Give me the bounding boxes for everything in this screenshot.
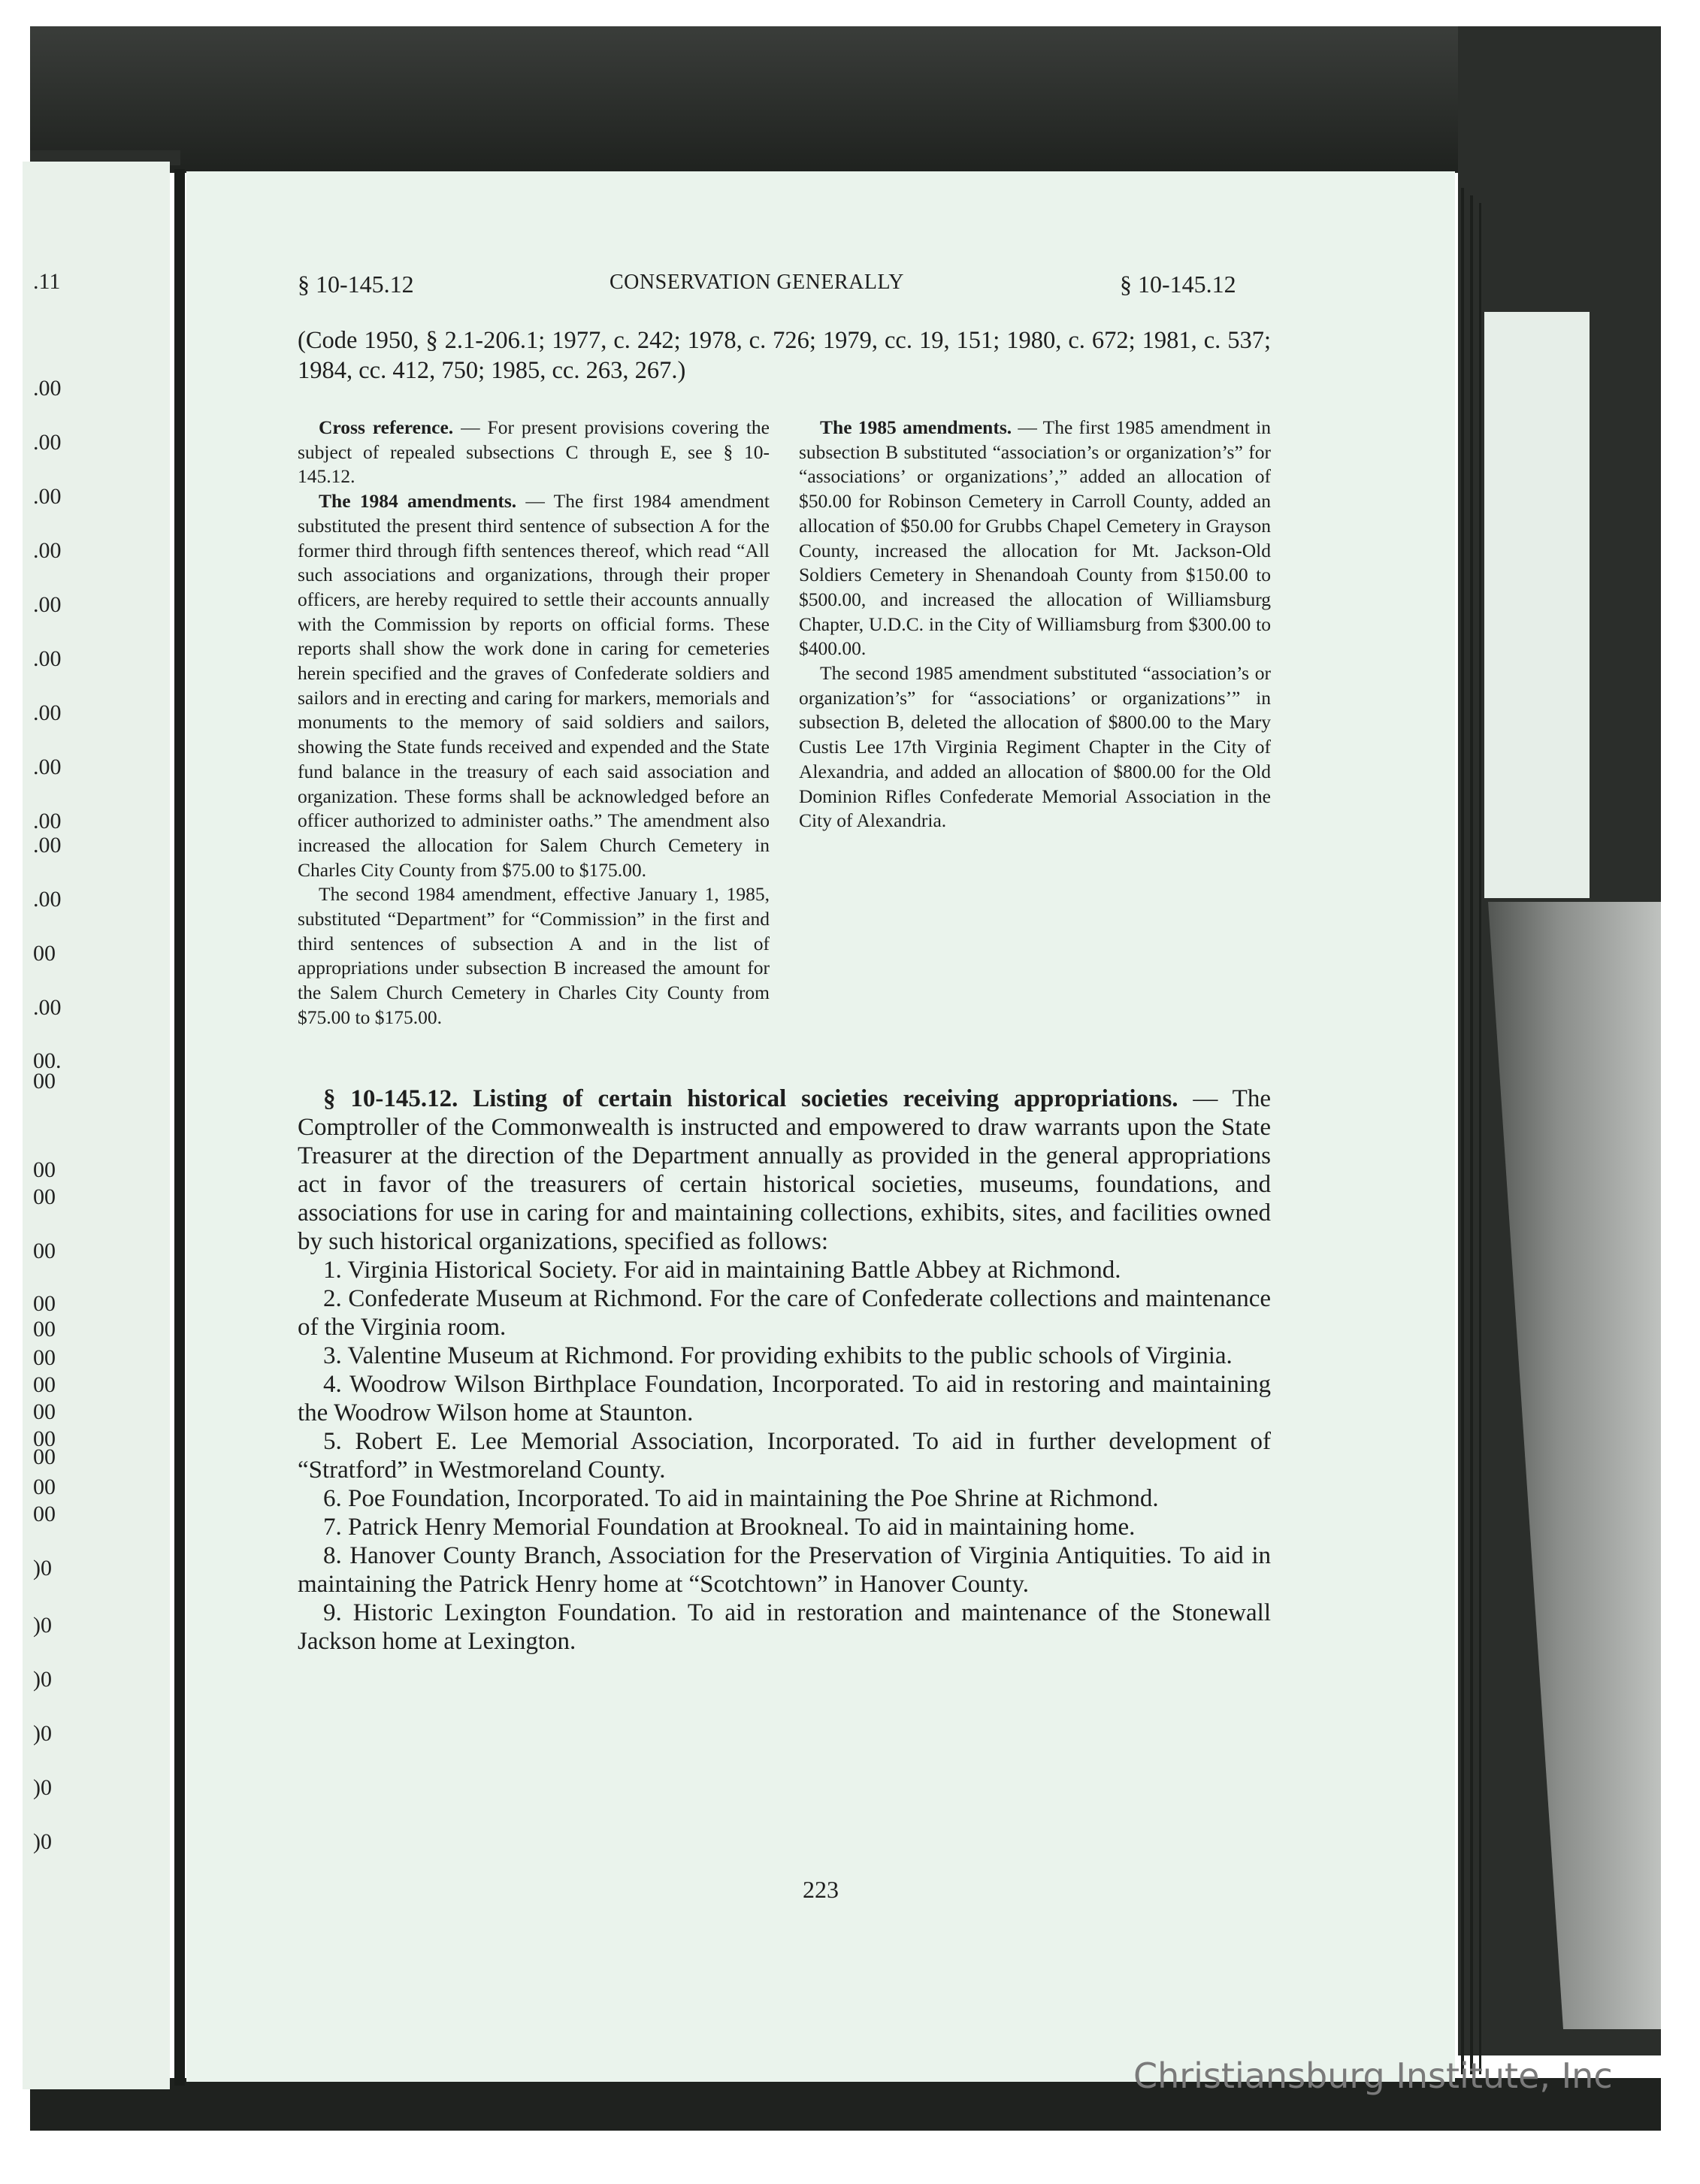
list-item: 7. Patrick Henry Memorial Foundation at Brookneal. To aid in maintaining home.	[323, 1514, 1136, 1541]
list-item: 5. Robert E. Lee Memorial Association, Incorporated. To aid in further development of “Stratford” in Westmoreland County.	[298, 1428, 1271, 1484]
list-item: 8. Hanover County Branch, Association for the Preservation of Virginia Antiquities. To aid in maintaining the Patrick Henry home at “Scotchtown” in Hanover County.	[298, 1542, 1271, 1598]
margin-number: 00	[33, 1184, 56, 1209]
margin-number: .00	[33, 484, 62, 509]
cross-reference-note	[298, 416, 770, 489]
note-heading: The 1984 amendments.	[319, 490, 517, 513]
margin-number: .00	[33, 755, 62, 779]
watermark-text: Christiansburg Institute, Inc	[1133, 2055, 1613, 2096]
header-section-right: § 10-145.12	[1120, 271, 1236, 298]
amendments-1984-second-note: The second 1984 amendment, effective January 1, 1985, substituted “Department” for “Commission” in the first and third sentences of subsection A and in the list of appropriations under subsection B increased the amount for the Salem Church Cemetery in Charles City County from $75.00 to $175.00.	[298, 883, 770, 1028]
document-page	[186, 171, 1455, 2082]
section-body	[298, 1084, 1271, 1656]
margin-number: )0	[33, 1775, 52, 1800]
margin-number: )0	[33, 1613, 52, 1638]
margin-number: )0	[33, 1829, 52, 1854]
section-intro-text: — The Comptroller of the Commonwealth is instructed and empowered to draw warrants upon the State Treasurer at the direction of the Department annually as provided in the general appropriations act in favor of the treasurers of certain historical societies, museums, foundations, and associations for use in caring for and maintaining collections, exhibits, sites, and facilities owned by such historical organizations, specified as follows:	[298, 1085, 1271, 1255]
amendments-1985-second-note: The second 1985 amendment substituted “association’s or organization’s” for “associations’ or organizations’” in subsection B, deleted the allocation of $800.00 to the Mary Custis Lee 17th Virginia Regiment Chapter in the City of Alexandria, and added an allocation of $800.00 for the Old Dominion Rifles Confederate Memorial Association in the City of Alexandria.	[799, 662, 1271, 832]
margin-number: 00.	[33, 1048, 62, 1073]
margin-number: )0	[33, 1721, 52, 1746]
margin-number: 00	[33, 941, 56, 966]
margin-number: .00	[33, 538, 62, 563]
list-item: 4. Woodrow Wilson Birthplace Foundation, Incorporated. To aid in restoring and maintaining the Woodrow Wilson home at Staunton.	[298, 1371, 1271, 1426]
margin-number: .00	[33, 376, 62, 401]
margin-number: 00	[33, 1239, 56, 1263]
margin-number: 00	[33, 1069, 56, 1094]
margin-number: )0	[33, 1667, 52, 1692]
note-heading: Cross reference.	[319, 416, 454, 438]
section-intro	[298, 1084, 1271, 1256]
notes-column-right	[799, 416, 1271, 833]
list-item: 6. Poe Foundation, Incorporated. To aid in maintaining the Poe Shrine at Richmond.	[323, 1485, 1159, 1512]
margin-number: 00	[33, 1317, 56, 1342]
amendments-1984-note	[298, 489, 770, 882]
list-item: 1. Virginia Historical Society. For aid in maintaining Battle Abbey at Richmond.	[323, 1257, 1121, 1284]
margin-number: .00	[33, 592, 62, 617]
margin-number: )0	[33, 1556, 52, 1581]
margin-number: .00	[33, 809, 62, 833]
header-section-left: § 10-145.12	[298, 271, 414, 298]
margin-number: 00	[33, 1475, 56, 1499]
note-text: — The first 1984 amendment substituted the present third sentence of subsection A for the former third through fifth sentences thereof, which read “All such associations and organizations, through their proper officers, are hereby required to settle their accounts annually with the Commission by reports on official forms. These reports shall show the work done in caring for cemeteries herein specified and the graves of Confederate soldiers and sailors and in erecting and caring for markers, memorials and monuments to the memory of said soldiers and sailors, showing the State funds received and expended and the State fund balance in the treasury of each said association and organization. These forms shall be acknowledged before an officer authorized to administer oaths.” The amendment also increased the allocation for Salem Church Cemetery in Charles City County from $75.00 to $175.00.	[298, 490, 770, 881]
header-title: CONSERVATION GENERALLY	[610, 271, 904, 294]
list-item: 9. Historic Lexington Foundation. To aid in restoration and maintenance of the Stonewall Jackson home at Lexington.	[298, 1599, 1271, 1655]
note-text: — For present provisions covering the subject of repealed subsections C through E, see § 10-145.12.	[298, 416, 770, 488]
note-heading: The 1985 amendments.	[820, 416, 1012, 438]
list-item: 2. Confederate Museum at Richmond. For the care of Confederate collections and maintenance of the Virginia room.	[298, 1285, 1271, 1341]
margin-number: 00	[33, 1444, 56, 1469]
margin-number: .00	[33, 430, 62, 455]
note-text: — The first 1985 amendment in subsection B substituted “association’s or organization’s” for “associations’ or organizations’,” added an allocation of $50.00 for Robinson Cemetery in Carroll County, added an allocation of $50.00 for Grubbs Chapel Cemetery in Grayson County, increased the allocation for Mt. Jackson-Old Soldiers Cemetery in Shenandoah County from $150.00 to $500.00, and increased the allocation of Williamsburg Chapter, U.D.C. in the City of Williamsburg from $300.00 to $400.00.	[799, 416, 1271, 660]
page-number: 223	[803, 1876, 839, 1903]
amendments-1985-note	[799, 416, 1271, 661]
margin-number: .00	[33, 887, 62, 912]
notes-column-left	[298, 416, 770, 1030]
list-item: 3. Valentine Museum at Richmond. For providing exhibits to the public schools of Virginia.	[323, 1342, 1233, 1369]
code-history: (Code 1950, § 2.1-206.1; 1977, c. 242; 1978, c. 726; 1979, cc. 19, 151; 1980, c. 672; 1981, c. 537; 1984, cc. 412, 750; 1985, cc. 263, 267.)	[298, 327, 1271, 384]
left-page-strip	[23, 162, 170, 2089]
margin-number: 00	[33, 1399, 56, 1424]
margin-number: .11	[33, 269, 61, 294]
margin-number: 00	[33, 1157, 56, 1182]
section-heading: § 10-145.12. Listing of certain historical societies receiving appropriations.	[323, 1085, 1178, 1112]
margin-number: .00	[33, 833, 62, 858]
margin-number: .00	[33, 646, 62, 671]
margin-number: 00	[33, 1502, 56, 1526]
margin-number: 00	[33, 1372, 56, 1397]
margin-number: .00	[33, 995, 62, 1020]
margin-number: 00	[33, 1291, 56, 1316]
margin-number: 00	[33, 1426, 56, 1451]
margin-number: .00	[33, 700, 62, 725]
margin-number: 00	[33, 1345, 56, 1370]
